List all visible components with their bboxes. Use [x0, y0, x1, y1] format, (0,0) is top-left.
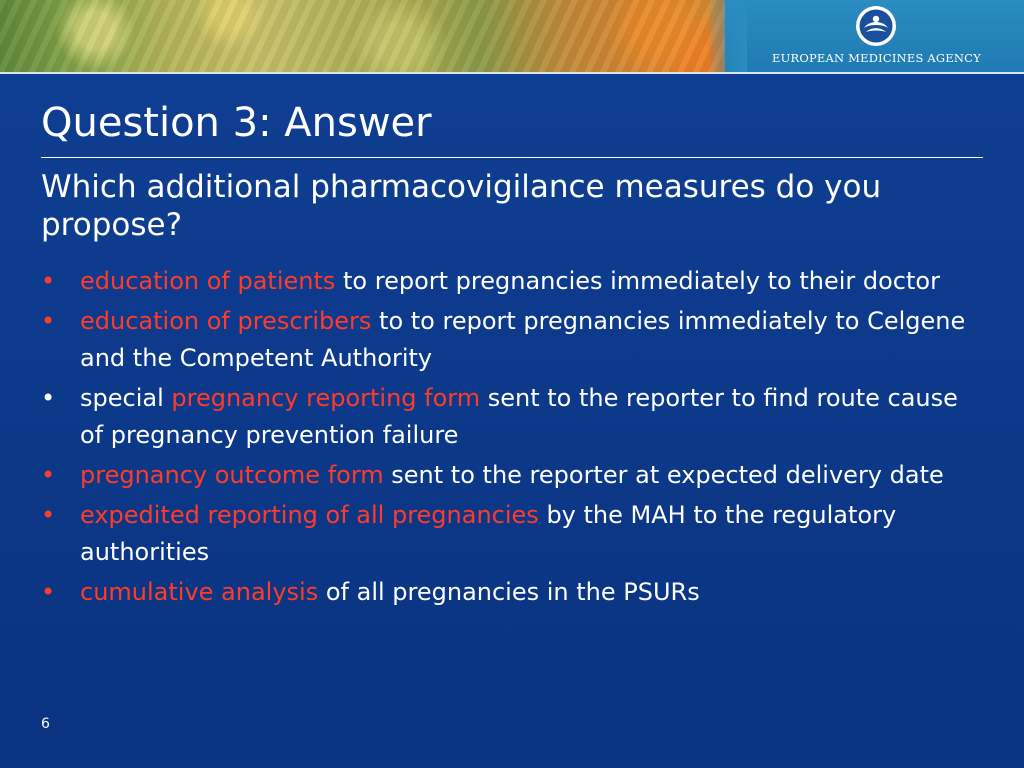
bullet-highlight: cumulative analysis [80, 578, 319, 606]
banner-divider [0, 72, 1024, 74]
bullet-highlight: expedited reporting of all pregnancies [80, 501, 539, 529]
header-banner [0, 0, 1024, 72]
bullet-text: by the MAH to the regulatory authorities [80, 501, 897, 566]
bullet-text: of all pregnancies in the PSURs [318, 578, 700, 606]
bullet-item [41, 303, 971, 377]
bullet-marker: • [41, 461, 56, 489]
bullet-item [41, 380, 971, 454]
bullet-item [41, 263, 971, 300]
bullet-item [41, 457, 971, 494]
header-photo [0, 0, 725, 72]
bullet-highlight: pregnancy outcome form [80, 461, 384, 489]
bullet-text: sent to the reporter to find route cause of pregnancy prevention failure [80, 384, 958, 449]
bullet-highlight: education of patients [80, 267, 336, 295]
slide-subtitle: Which additional pharmacovigilance measures do you propose? [41, 169, 882, 243]
bullet-marker: • [41, 578, 56, 606]
bullet-marker: • [41, 307, 56, 335]
bullet-text: sent to the reporter at expected delivery date [383, 461, 944, 489]
bullet-highlight: pregnancy reporting form [171, 384, 481, 412]
page-number: 6 [41, 716, 50, 732]
bullet-list [41, 263, 971, 614]
bullet-highlight: education of prescribers [80, 307, 372, 335]
ema-emblem-icon [855, 5, 897, 47]
bullet-item [41, 574, 971, 611]
bullet-marker: • [41, 501, 56, 529]
bullet-marker: • [41, 267, 56, 295]
agency-name: EUROPEAN MEDICINES AGENCY [772, 51, 981, 65]
title-divider [41, 157, 983, 158]
bullet-text: to to report pregnancies immediately to Celgene and the Competent Authority [80, 307, 966, 372]
bullet-text: to report pregnancies immediately to their doctor [335, 267, 940, 295]
bullet-item [41, 497, 971, 571]
bullet-lead: special [80, 384, 172, 412]
bullet-marker: • [41, 384, 56, 412]
slide-title: Question 3: Answer [41, 100, 432, 146]
